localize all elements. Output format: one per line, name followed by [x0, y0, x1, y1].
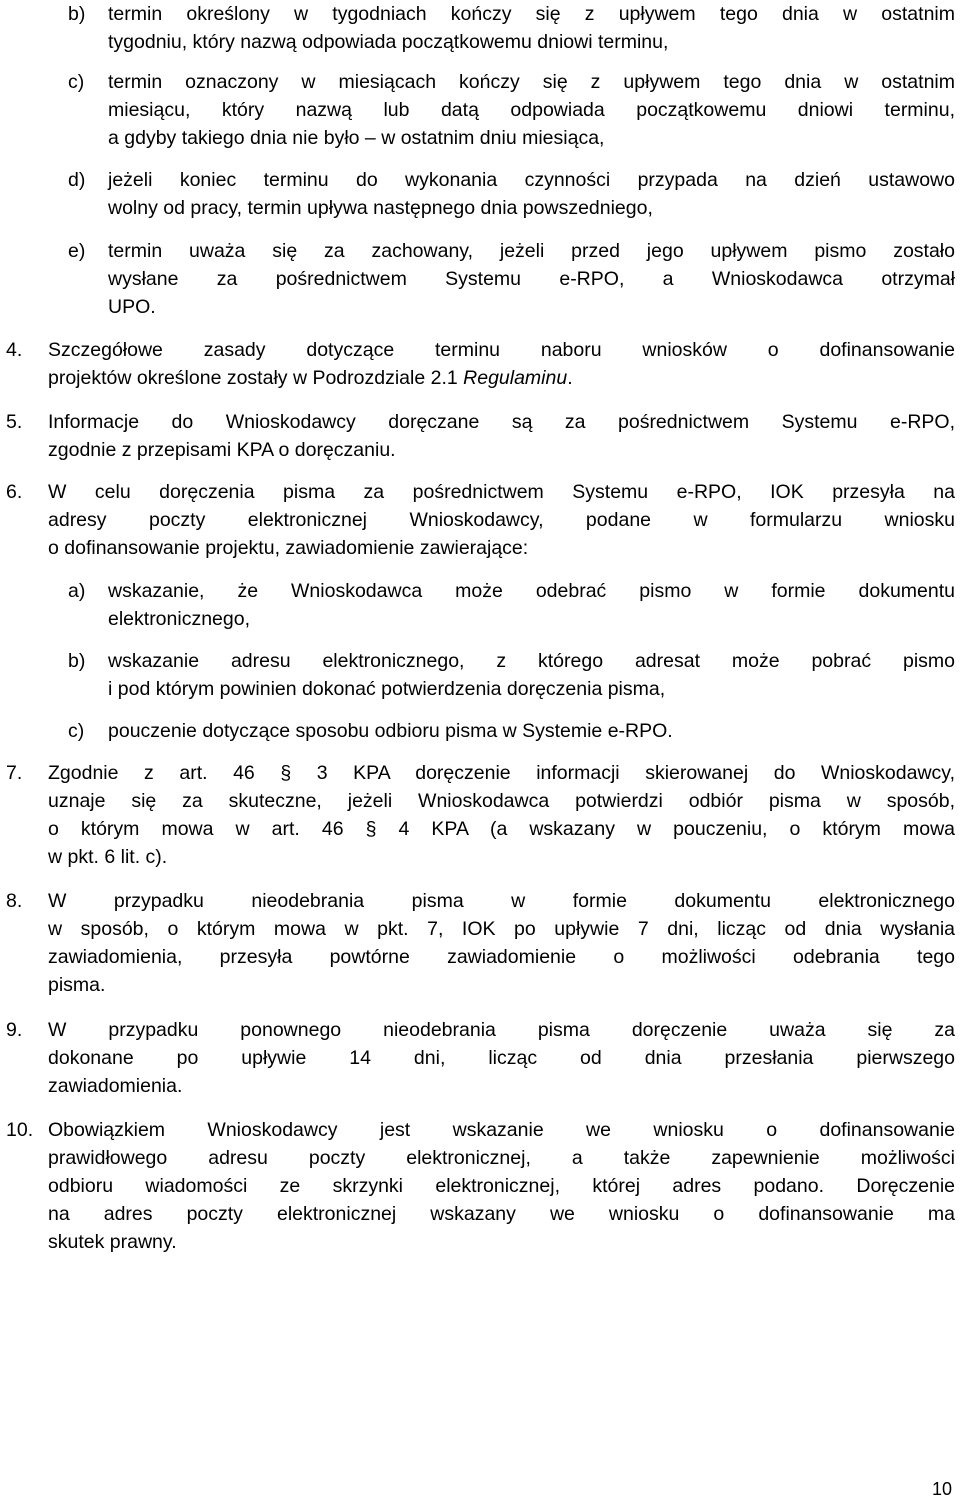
list-marker: c): [68, 71, 85, 93]
text-line: Zgodnie z art. 46 § 3 KPA doręczenie informacji skierowanej do Wnioskodawcy,: [48, 762, 955, 784]
text-line: jeżeli koniec terminu do wykonania czynności przypada na dzień ustawowo: [108, 169, 955, 191]
text-line: skutek prawny.: [48, 1231, 177, 1253]
list-marker: 4.: [6, 339, 23, 361]
list-item-text: [48, 1016, 955, 1100]
list-marker: 7.: [6, 762, 23, 784]
text-run: projektów określone zostały w Podrozdziale 2.1: [48, 367, 464, 389]
list-marker: c): [68, 720, 85, 742]
text-line: w pkt. 6 lit. c).: [48, 846, 168, 868]
list-item-text: [48, 1116, 955, 1256]
list-marker: 9.: [6, 1019, 23, 1041]
text-line: odbioru wiadomości ze skrzynki elektronicznej, której adres podano. Doręczenie: [48, 1175, 955, 1197]
text-line: miesiącu, który nazwą lub datą odpowiada początkowemu dniowi terminu,: [108, 99, 955, 121]
text-line: Szczegółowe zasady dotyczące terminu naboru wniosków o dofinansowanie: [48, 339, 955, 361]
text-line: wolny od pracy, termin upływa następnego dnia powszedniego,: [108, 197, 653, 219]
list-item-text: [48, 887, 955, 999]
list-marker: e): [68, 240, 86, 262]
text-line: termin określony w tygodniach kończy się z upływem tego dnia w ostatnim: [108, 3, 955, 25]
text-line: w sposób, o którym mowa w pkt. 7, IOK po upływie 7 dni, licząc od dnia wysłania: [48, 918, 955, 940]
text-line: wskazanie adresu elektronicznego, z którego adresat może pobrać pismo: [108, 650, 955, 672]
text-line: o dofinansowanie projektu, zawiadomienie zawierające:: [48, 537, 529, 559]
text-line: dokonane po upływie 14 dni, licząc od dnia przesłania pierwszego: [48, 1047, 955, 1069]
list-marker: b): [68, 650, 86, 672]
text-line: zawiadomienia.: [48, 1075, 183, 1097]
text-line: [48, 364, 955, 392]
list-item-text: [48, 759, 955, 871]
text-line: tygodniu, który nazwą odpowiada początkowemu dniowi terminu,: [108, 31, 669, 53]
text-line: zgodnie z przepisami KPA o doręczaniu.: [48, 439, 396, 461]
text-line: termin oznaczony w miesiącach kończy się z upływem tego dnia w ostatnim: [108, 71, 955, 93]
list-marker: d): [68, 169, 86, 191]
text-run: .: [567, 367, 573, 389]
list-item-text: [48, 336, 955, 392]
list-item-text: [108, 577, 955, 633]
text-line: termin uważa się za zachowany, jeżeli przed jego upływem pismo zostało: [108, 240, 955, 262]
text-line: a gdyby takiego dnia nie było – w ostatnim dniu miesiąca,: [108, 127, 605, 149]
text-line: i pod którym powinien dokonać potwierdzenia doręczenia pisma,: [108, 678, 666, 700]
list-marker: 6.: [6, 481, 23, 503]
italic-text: Regulaminu: [463, 367, 568, 389]
text-line: W przypadku ponownego nieodebrania pisma doręczenie uważa się za: [48, 1019, 955, 1041]
page-number: 10: [931, 1479, 952, 1499]
list-item-text: [48, 478, 955, 562]
list-item-text: [108, 647, 955, 703]
text-line: elektronicznego,: [108, 608, 251, 630]
text-line: pouczenie dotyczące sposobu odbioru pisma w Systemie e-RPO.: [108, 720, 673, 742]
text-line: Obowiązkiem Wnioskodawcy jest wskazanie we wniosku o dofinansowanie: [48, 1119, 955, 1141]
text-line: uznaje się za skuteczne, jeżeli Wnioskodawca potwierdzi odbiór pisma w sposób,: [48, 790, 955, 812]
text-line: o którym mowa w art. 46 § 4 KPA (a wskazany w pouczeniu, o którym mowa: [48, 818, 955, 840]
text-line: prawidłowego adresu poczty elektronicznej, a także zapewnienie możliwości: [48, 1147, 955, 1169]
text-line: W celu doręczenia pisma za pośrednictwem Systemu e-RPO, IOK przesyła na: [48, 481, 955, 503]
text-line: adresy poczty elektronicznej Wnioskodawcy, podane w formularzu wniosku: [48, 509, 955, 531]
text-line: wskazanie, że Wnioskodawca może odebrać pismo w formie dokumentu: [108, 580, 955, 602]
text-line: zawiadomienia, przesyła powtórne zawiadomienie o możliwości odebrania tego: [48, 946, 955, 968]
text-line: Informacje do Wnioskodawcy doręczane są za pośrednictwem Systemu e-RPO,: [48, 411, 955, 433]
list-marker: 8.: [6, 890, 23, 912]
text-line: na adres poczty elektronicznej wskazany we wniosku o dofinansowanie ma: [48, 1203, 955, 1225]
list-item-text: [108, 166, 955, 222]
list-marker: 10.: [6, 1119, 34, 1141]
list-marker: 5.: [6, 411, 23, 433]
list-item-text: [108, 68, 955, 152]
list-item-text: [108, 717, 955, 745]
list-item-text: [108, 237, 955, 321]
text-line: pisma.: [48, 974, 106, 996]
list-item-text: [108, 0, 955, 56]
text-line: W przypadku nieodebrania pisma w formie dokumentu elektronicznego: [48, 890, 955, 912]
list-item-text: [48, 408, 955, 464]
text-line: wysłane za pośrednictwem Systemu e-RPO, a Wnioskodawca otrzymał: [108, 268, 955, 290]
list-marker: b): [68, 3, 86, 25]
list-marker: a): [68, 580, 86, 602]
text-line: UPO.: [108, 296, 156, 318]
